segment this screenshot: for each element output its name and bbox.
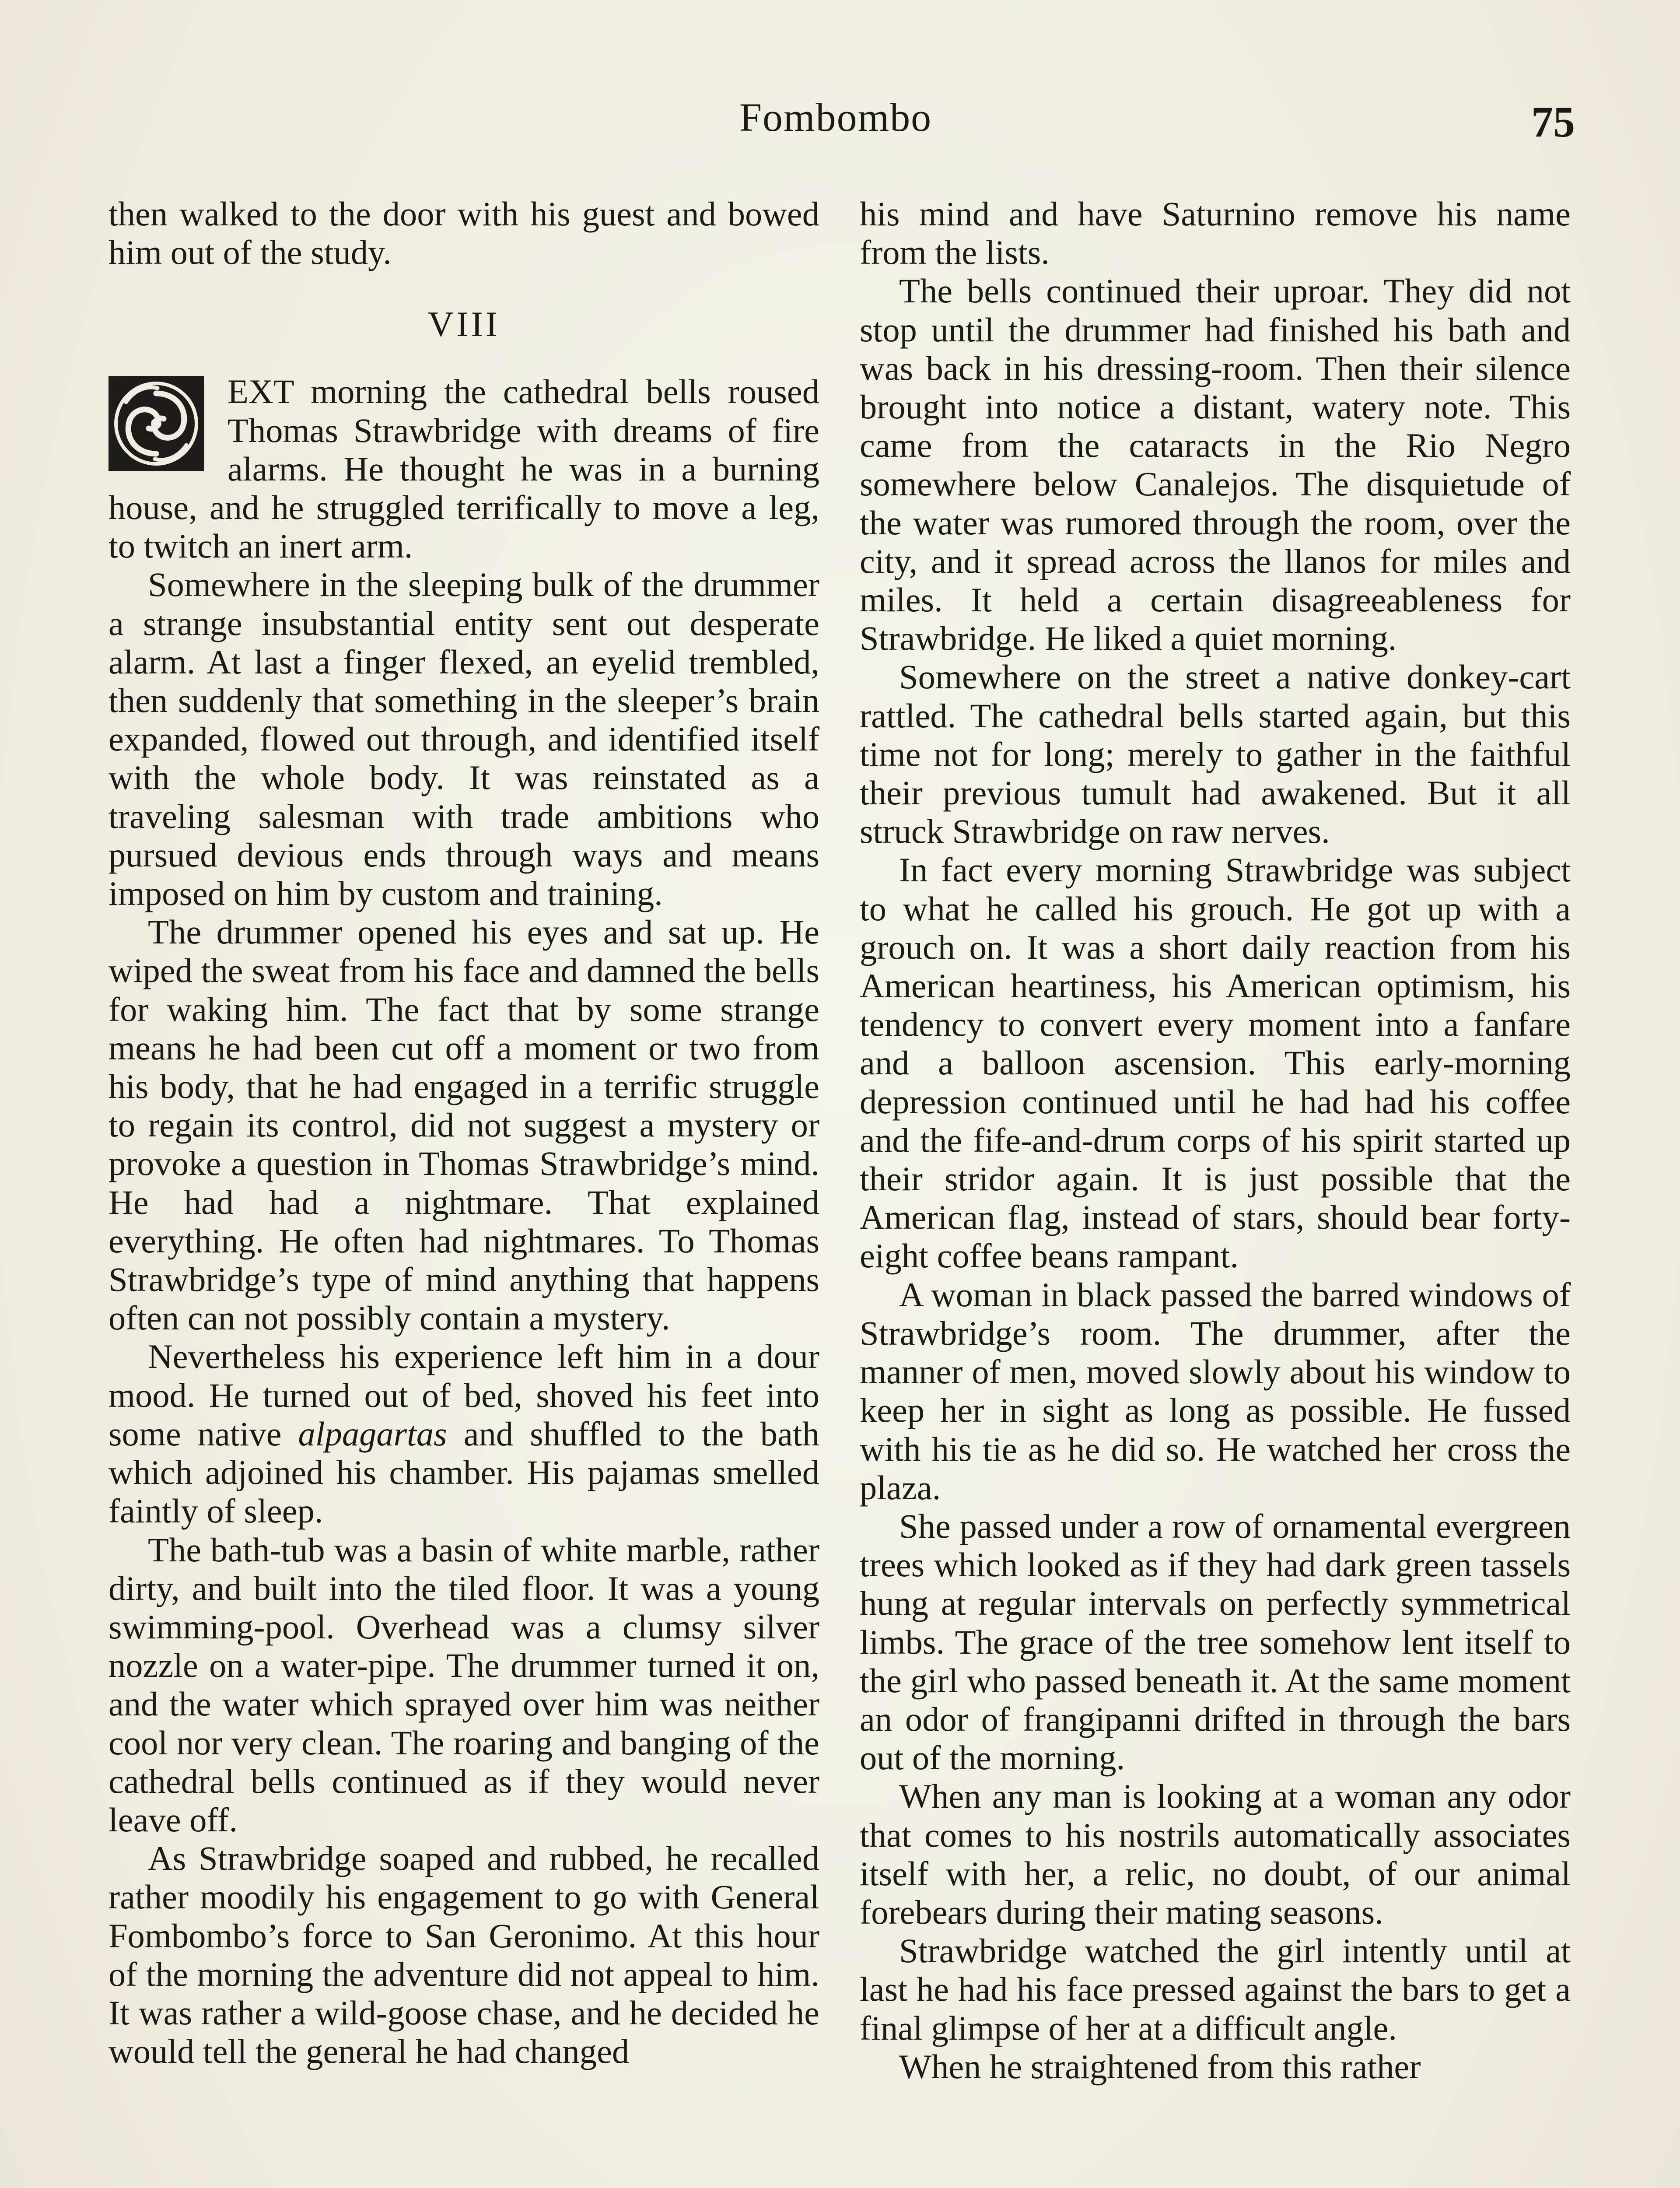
right-column: [860, 195, 1571, 2086]
paragraph: When he straightened from this rather: [899, 2047, 1421, 2086]
paragraph: Strawbridge watched the girl intently until at last he had his face pressed against the bars to get a final glimpse of her at a difficult angle.: [860, 1932, 1571, 2047]
paragraph: then walked to the door with his guest and bowed him out of the study.: [108, 195, 819, 272]
italic-word: alpagartas: [298, 1414, 447, 1453]
paragraph: The bells continued their uproar. They did not stop until the drummer had finished his bath and was back in his dressing-room. Then their silence brought into notice a distant, watery note. This came from the cataracts in the Rio Negro somewhere below Canalejos. The disquietude of the water was rumored through the room, over the city, and it spread across the llanos for miles and miles. It held a certain disagreeableness for Strawbridge. He liked a quiet morning.: [860, 272, 1571, 658]
paragraph: Somewhere on the street a native donkey-cart rattled. The cathedral bells started again, but this time not for long; merely to gather in the faithful their previous tumult had awakened. But it all struck Strawbridge on raw nerves.: [860, 658, 1571, 851]
running-title: Fombombo: [739, 95, 932, 140]
paragraph: The drummer opened his eyes and sat up. He wiped the sweat from his face and damned the bells for waking him. The fact that by some strange means he had been cut off a moment or two from his body, that he had engaged in a terrific struggle to regain its control, did not suggest a mystery or provoke a question in Thomas Strawbridge’s mind. He had had a nightmare. That explained everything. He often had nightmares. To Thomas Strawbridge’s type of mind anything that happens often can not possibly contain a mystery.: [108, 913, 819, 1337]
page-number: 75: [1531, 98, 1575, 146]
paragraph: The bath-tub was a basin of white marble, rather dirty, and built into the tiled floor. It was a young swimming-pool. Overhead was a clumsy silver nozzle on a water-pipe. The drummer turned it on, and the water which sprayed over him was neither cool nor very clean. The roaring and banging of the cathedral bells continued as if they would never leave off.: [108, 1530, 819, 1839]
paragraph: A woman in black passed the barred windows of Strawbridge’s room. The drummer, after the manner of men, moved slowly about his window to keep her in sight as long as possible. He fussed with his tie as he did so. He watched her cross the plaza.: [860, 1275, 1571, 1507]
left-column: [108, 195, 819, 2071]
paragraph: [108, 1337, 819, 1530]
paragraph-text: Nevertheless his experience left him in a dour mood. He turned out of bed, shoved his feet into some native: [108, 1337, 819, 1453]
paragraph-text: EXT morning the cathedral bells roused Thomas Strawbridge with dreams of fire alarms. He thought he was in a burning house, and he struggled terrifically to move a leg, to twitch an inert arm.: [108, 372, 819, 565]
paragraph-text: and shuffled to the bath which adjoined his chamber. His pajamas smelled faintly of sleep.: [108, 1414, 819, 1530]
paragraph: his mind and have Saturnino remove his name from the lists.: [860, 195, 1571, 272]
paragraph-dropcap: [108, 372, 819, 565]
ornamental-dropcap-icon: [108, 376, 204, 471]
paragraph: Somewhere in the sleeping bulk of the drummer a strange insubstantial entity sent out desperate alarm. At last a finger flexed, an eyelid trembled, then suddenly that something in the sleeper’s brain expanded, flowed out through, and identified itself with the whole body. It was reinstated as a traveling salesman with trade ambitions who pursued devious ends through ways and means imposed on him by custom and training.: [108, 565, 819, 913]
paragraph: She passed under a row of ornamental evergreen trees which looked as if they had dark green tassels hung at regular intervals on perfectly symmetrical limbs. The grace of the tree somehow lent itself to the girl who passed beneath it. At the same moment an odor of frangipanni drifted in through the bars out of the morning.: [860, 1507, 1571, 1777]
section-heading: VIII: [427, 304, 500, 344]
paragraph: In fact every morning Strawbridge was subject to what he called his grouch. He got up with a grouch on. It was a short daily reaction from his American heartiness, his American optimism, his tendency to convert every moment into a fanfare and a balloon ascension. This early-morning depression continued until he had had his coffee and the fife-and-drum corps of his spirit started up their stridor again. It is just possible that the American flag, instead of stars, should bear forty-eight coffee beans rampant.: [860, 851, 1571, 1275]
paragraph: As Strawbridge soaped and rubbed, he recalled rather moodily his engagement to go with General Fombombo’s force to San Geronimo. At this hour of the morning the adventure did not appeal to him. It was rather a wild-goose chase, and he decided he would tell the general he had changed: [108, 1839, 819, 2071]
paragraph: When any man is looking at a woman any odor that comes to his nostrils automatically associates itself with her, a relic, no doubt, of our animal forebears during their mating seasons.: [860, 1777, 1571, 1931]
running-head: [0, 94, 1680, 155]
